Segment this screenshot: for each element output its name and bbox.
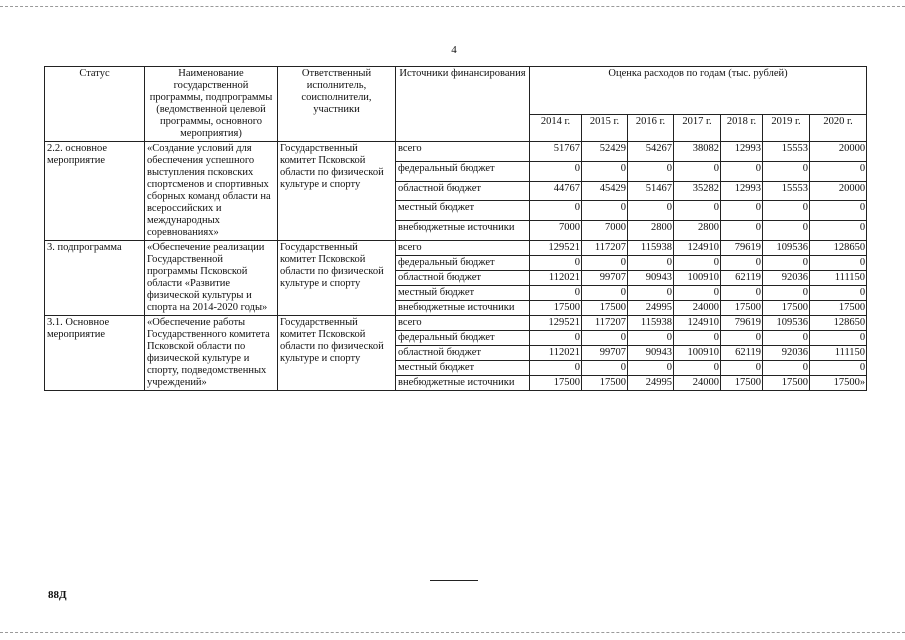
amount-cell: 2800 — [628, 221, 674, 241]
amount-cell: 0 — [674, 286, 721, 301]
header-name: Наименование государственной программы, подпрограммы (ведомственной целевой программы, основного мероприятия) — [145, 67, 278, 142]
amount-cell: 17500 — [582, 376, 628, 391]
page-number: 4 — [451, 44, 457, 56]
header-estimate: Оценка расходов по годам (тыс. рублей) — [530, 67, 867, 115]
funding-source-cell: областной бюджет — [396, 271, 530, 286]
funding-source-cell: федеральный бюджет — [396, 256, 530, 271]
funding-source-cell: внебюджетные источники — [396, 376, 530, 391]
amount-cell: 0 — [530, 286, 582, 301]
amount-cell: 17500 — [721, 376, 763, 391]
amount-cell: 0 — [628, 256, 674, 271]
amount-cell: 112021 — [530, 271, 582, 286]
amount-cell: 0 — [721, 201, 763, 221]
amount-cell: 117207 — [582, 241, 628, 256]
amount-cell: 0 — [674, 256, 721, 271]
amount-cell: 0 — [530, 361, 582, 376]
funding-source-cell: внебюджетные источники — [396, 301, 530, 316]
amount-cell: 17500 — [530, 301, 582, 316]
amount-cell: 0 — [721, 361, 763, 376]
funding-source-cell: местный бюджет — [396, 286, 530, 301]
amount-cell: 15553 — [763, 142, 810, 162]
amount-cell: 0 — [582, 161, 628, 181]
funding-source-cell: всего — [396, 241, 530, 256]
amount-cell: 111150 — [810, 271, 867, 286]
amount-cell: 15553 — [763, 181, 810, 201]
amount-cell: 0 — [674, 161, 721, 181]
amount-cell: 0 — [763, 256, 810, 271]
amount-cell: 20000 — [810, 181, 867, 201]
amount-cell: 92036 — [763, 271, 810, 286]
amount-cell: 129521 — [530, 241, 582, 256]
table-row — [45, 142, 867, 162]
header-year: 2020 г. — [810, 115, 867, 142]
header-year: 2015 г. — [582, 115, 628, 142]
amount-cell: 0 — [582, 361, 628, 376]
amount-cell: 17500 — [810, 301, 867, 316]
amount-cell: 0 — [763, 331, 810, 346]
funding-source-cell: местный бюджет — [396, 201, 530, 221]
row-status-cell: 3.1. Основное мероприятие — [45, 316, 145, 391]
funding-source-cell: областной бюджет — [396, 346, 530, 361]
amount-cell: 0 — [763, 201, 810, 221]
amount-cell: 0 — [628, 201, 674, 221]
table-header — [45, 67, 867, 142]
amount-cell: 0 — [763, 161, 810, 181]
amount-cell: 20000 — [810, 142, 867, 162]
amount-cell: 0 — [763, 286, 810, 301]
header-year: 2014 г. — [530, 115, 582, 142]
amount-cell: 109536 — [763, 241, 810, 256]
amount-cell: 24000 — [674, 376, 721, 391]
amount-cell: 128650 — [810, 316, 867, 331]
amount-cell: 0 — [763, 221, 810, 241]
amount-cell: 38082 — [674, 142, 721, 162]
amount-cell: 115938 — [628, 316, 674, 331]
amount-cell: 0 — [810, 286, 867, 301]
amount-cell: 0 — [530, 201, 582, 221]
row-name-cell: «Создание условий для обеспечения успешного выступления псковских спортсменов и спортивных сборных команд области на всероссийских и международных соревнованиях» — [145, 142, 278, 241]
scan-top-edge — [0, 6, 905, 7]
header-year: 2016 г. — [628, 115, 674, 142]
amount-cell: 0 — [530, 256, 582, 271]
amount-cell: 44767 — [530, 181, 582, 201]
amount-cell: 0 — [721, 286, 763, 301]
amount-cell: 0 — [721, 331, 763, 346]
row-name-cell: «Обеспечение реализации Государственной программы Псковской области «Развитие физической культуры и спорта на 2014-2020 годы» — [145, 241, 278, 316]
amount-cell: 17500 — [721, 301, 763, 316]
amount-cell: 129521 — [530, 316, 582, 331]
amount-cell: 100910 — [674, 346, 721, 361]
amount-cell: 52429 — [582, 142, 628, 162]
row-status-cell: 2.2. основное мероприятие — [45, 142, 145, 241]
amount-cell: 0 — [763, 361, 810, 376]
amount-cell: 90943 — [628, 346, 674, 361]
amount-cell: 99707 — [582, 271, 628, 286]
amount-cell: 0 — [628, 161, 674, 181]
footer-rule — [430, 580, 478, 581]
amount-cell: 51767 — [530, 142, 582, 162]
amount-cell: 51467 — [628, 181, 674, 201]
table-body — [45, 142, 867, 391]
amount-cell: 0 — [582, 256, 628, 271]
amount-cell: 124910 — [674, 241, 721, 256]
amount-cell: 92036 — [763, 346, 810, 361]
amount-cell: 0 — [810, 331, 867, 346]
amount-cell: 79619 — [721, 241, 763, 256]
amount-cell: 0 — [628, 361, 674, 376]
amount-cell: 0 — [582, 331, 628, 346]
funding-source-cell: федеральный бюджет — [396, 161, 530, 181]
header-year: 2018 г. — [721, 115, 763, 142]
funding-source-cell: федеральный бюджет — [396, 331, 530, 346]
amount-cell: 0 — [530, 331, 582, 346]
amount-cell: 45429 — [582, 181, 628, 201]
amount-cell: 17500 — [763, 301, 810, 316]
amount-cell: 0 — [810, 201, 867, 221]
amount-cell: 12993 — [721, 181, 763, 201]
amount-cell: 79619 — [721, 316, 763, 331]
header-status: Статус — [45, 67, 145, 142]
row-responsible-cell: Государственный комитет Псковской области по физической культуре и спорту — [278, 142, 396, 241]
funding-source-cell: внебюджетные источники — [396, 221, 530, 241]
amount-cell: 0 — [810, 256, 867, 271]
amount-cell: 0 — [810, 161, 867, 181]
amount-cell: 0 — [530, 161, 582, 181]
amount-cell: 0 — [674, 331, 721, 346]
amount-cell: 17500 — [763, 376, 810, 391]
amount-cell: 0 — [721, 221, 763, 241]
amount-cell: 0 — [582, 201, 628, 221]
funding-source-cell: местный бюджет — [396, 361, 530, 376]
amount-cell: 17500 — [582, 301, 628, 316]
amount-cell: 99707 — [582, 346, 628, 361]
footer-code: 88Д — [48, 589, 67, 601]
amount-cell: 12993 — [721, 142, 763, 162]
amount-cell: 24995 — [628, 301, 674, 316]
amount-cell: 62119 — [721, 346, 763, 361]
amount-cell: 0 — [582, 286, 628, 301]
amount-cell: 0 — [721, 161, 763, 181]
funding-source-cell: всего — [396, 142, 530, 162]
amount-cell: 2800 — [674, 221, 721, 241]
amount-cell: 17500» — [810, 376, 867, 391]
amount-cell: 111150 — [810, 346, 867, 361]
row-name-cell: «Обеспечение работы Государственного комитета Псковской области по физической культуре и спорту, подведомственных учреждений» — [145, 316, 278, 391]
amount-cell: 117207 — [582, 316, 628, 331]
budget-table — [44, 66, 867, 391]
header-year: 2019 г. — [763, 115, 810, 142]
row-responsible-cell: Государственный комитет Псковской области по физической культуре и спорту — [278, 316, 396, 391]
funding-source-cell: областной бюджет — [396, 181, 530, 201]
header-responsible: Ответственный исполнитель, соисполнители, участники — [278, 67, 396, 142]
amount-cell: 128650 — [810, 241, 867, 256]
amount-cell: 90943 — [628, 271, 674, 286]
amount-cell: 24000 — [674, 301, 721, 316]
amount-cell: 0 — [721, 256, 763, 271]
header-sources: Источники финансирования — [396, 67, 530, 142]
table-row — [45, 316, 867, 331]
amount-cell: 0 — [810, 221, 867, 241]
amount-cell: 7000 — [530, 221, 582, 241]
scan-bottom-edge — [0, 632, 905, 633]
amount-cell: 0 — [674, 361, 721, 376]
amount-cell: 0 — [810, 361, 867, 376]
amount-cell: 109536 — [763, 316, 810, 331]
funding-source-cell: всего — [396, 316, 530, 331]
amount-cell: 54267 — [628, 142, 674, 162]
amount-cell: 112021 — [530, 346, 582, 361]
amount-cell: 7000 — [582, 221, 628, 241]
header-year: 2017 г. — [674, 115, 721, 142]
amount-cell: 24995 — [628, 376, 674, 391]
row-responsible-cell: Государственный комитет Псковской области по физической культуре и спорту — [278, 241, 396, 316]
row-status-cell: 3. подпрограмма — [45, 241, 145, 316]
amount-cell: 0 — [628, 331, 674, 346]
amount-cell: 100910 — [674, 271, 721, 286]
amount-cell: 0 — [628, 286, 674, 301]
amount-cell: 124910 — [674, 316, 721, 331]
amount-cell: 0 — [674, 201, 721, 221]
amount-cell: 62119 — [721, 271, 763, 286]
amount-cell: 35282 — [674, 181, 721, 201]
table-row — [45, 241, 867, 256]
amount-cell: 115938 — [628, 241, 674, 256]
amount-cell: 17500 — [530, 376, 582, 391]
